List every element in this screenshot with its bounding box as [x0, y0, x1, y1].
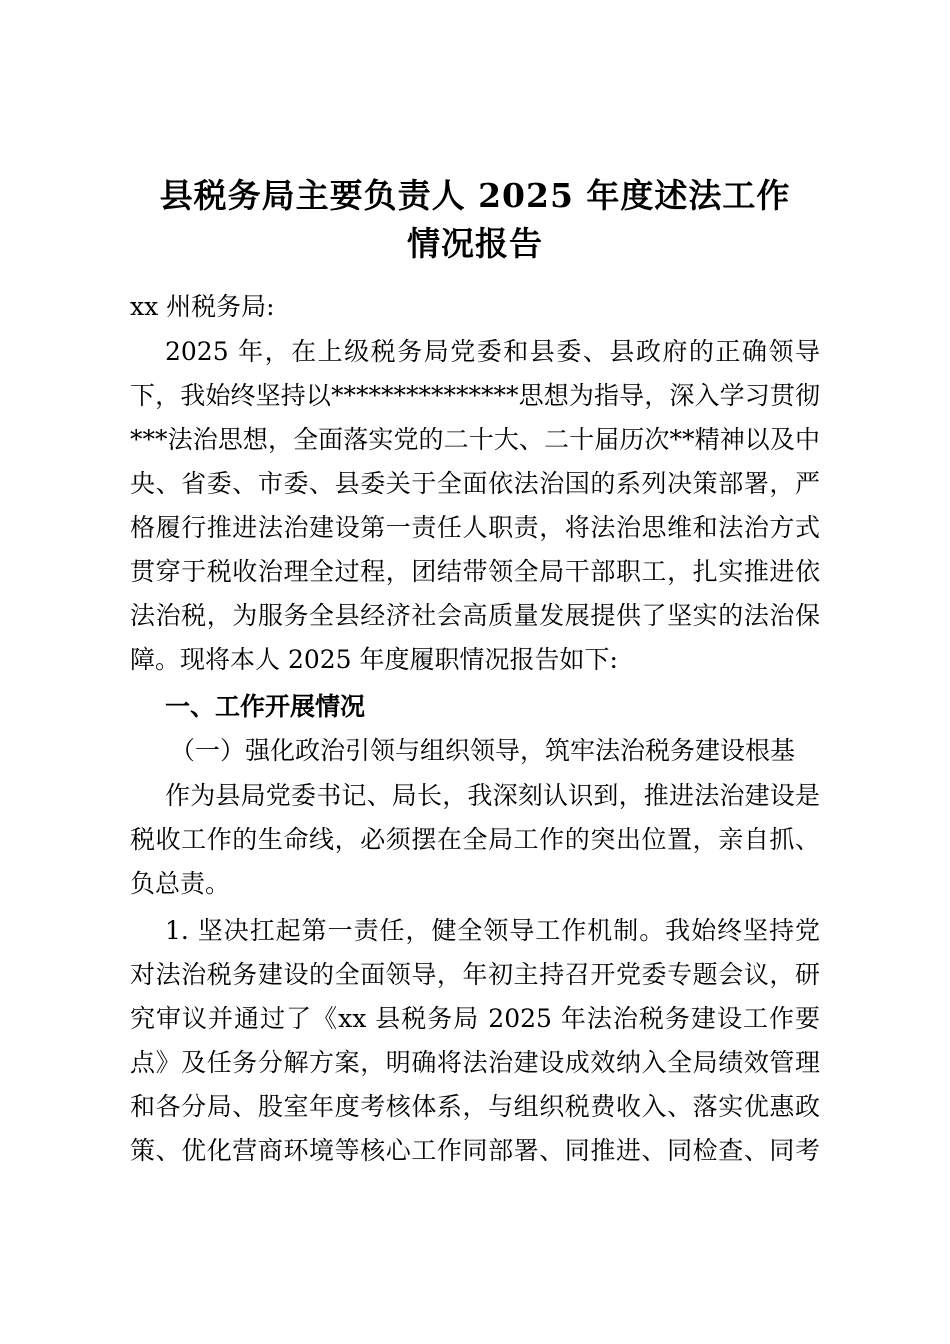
salutation: xx 州税务局:	[130, 292, 275, 321]
paragraph-line: 央、省委、市委、县委关于全面依法治国的系列决策部署，严	[130, 469, 820, 498]
document-title-line-2: 情况报告	[407, 224, 543, 263]
subsection-heading: （一）强化政治引领与组织领导，筑牢法治税务建设根基	[170, 736, 796, 765]
paragraph-line: 作为县局党委书记、局长，我深刻认识到，推进法治建设是	[165, 781, 820, 810]
paragraph-line: 格履行推进法治建设第一责任人职责，将法治思维和法治方式	[130, 513, 820, 542]
paragraph-line: 点》及任务分解方案，明确将法治建设成效纳入全局绩效管理	[130, 1048, 820, 1077]
paragraph-line: 策、优化营商环境等核心工作同部署、同推进、同检查、同考	[130, 1136, 820, 1165]
paragraph-line: ***法治思想，全面落实党的二十大、二十届历次**精神以及中	[130, 425, 820, 454]
paragraph-line: 1. 坚决扛起第一责任，健全领导工作机制。我始终坚持党	[165, 916, 820, 945]
paragraph-line: 税收工作的生命线，必须摆在全局工作的突出位置，亲自抓、	[130, 825, 820, 854]
paragraph-line: 究审议并通过了《xx 县税务局 2025 年法治税务建设工作要	[130, 1004, 820, 1033]
paragraph-line: 法治税，为服务全县经济社会高质量发展提供了坚实的法治保	[130, 601, 820, 630]
paragraph-line: 和各分局、股室年度考核体系，与组织税费收入、落实优惠政	[130, 1092, 820, 1121]
section-heading: 一、工作开展情况	[165, 692, 366, 721]
paragraph-line: 下，我始终坚持以***************思想为指导，深入学习贯彻	[130, 381, 820, 410]
paragraph-line: 对法治税务建设的全面领导，年初主持召开党委专题会议，研	[130, 960, 820, 989]
paragraph-line: 负总责。	[130, 869, 231, 898]
document-title-line-1: 县税务局主要负责人 2025 年度述法工作	[159, 176, 791, 215]
paragraph-line: 贯穿于税收治理全过程，团结带领全局干部职工，扎实推进依	[130, 557, 820, 586]
paragraph-line: 2025 年，在上级税务局党委和县委、县政府的正确领导	[165, 337, 820, 366]
paragraph-line: 障。现将本人 2025 年度履职情况报告如下:	[130, 645, 618, 674]
